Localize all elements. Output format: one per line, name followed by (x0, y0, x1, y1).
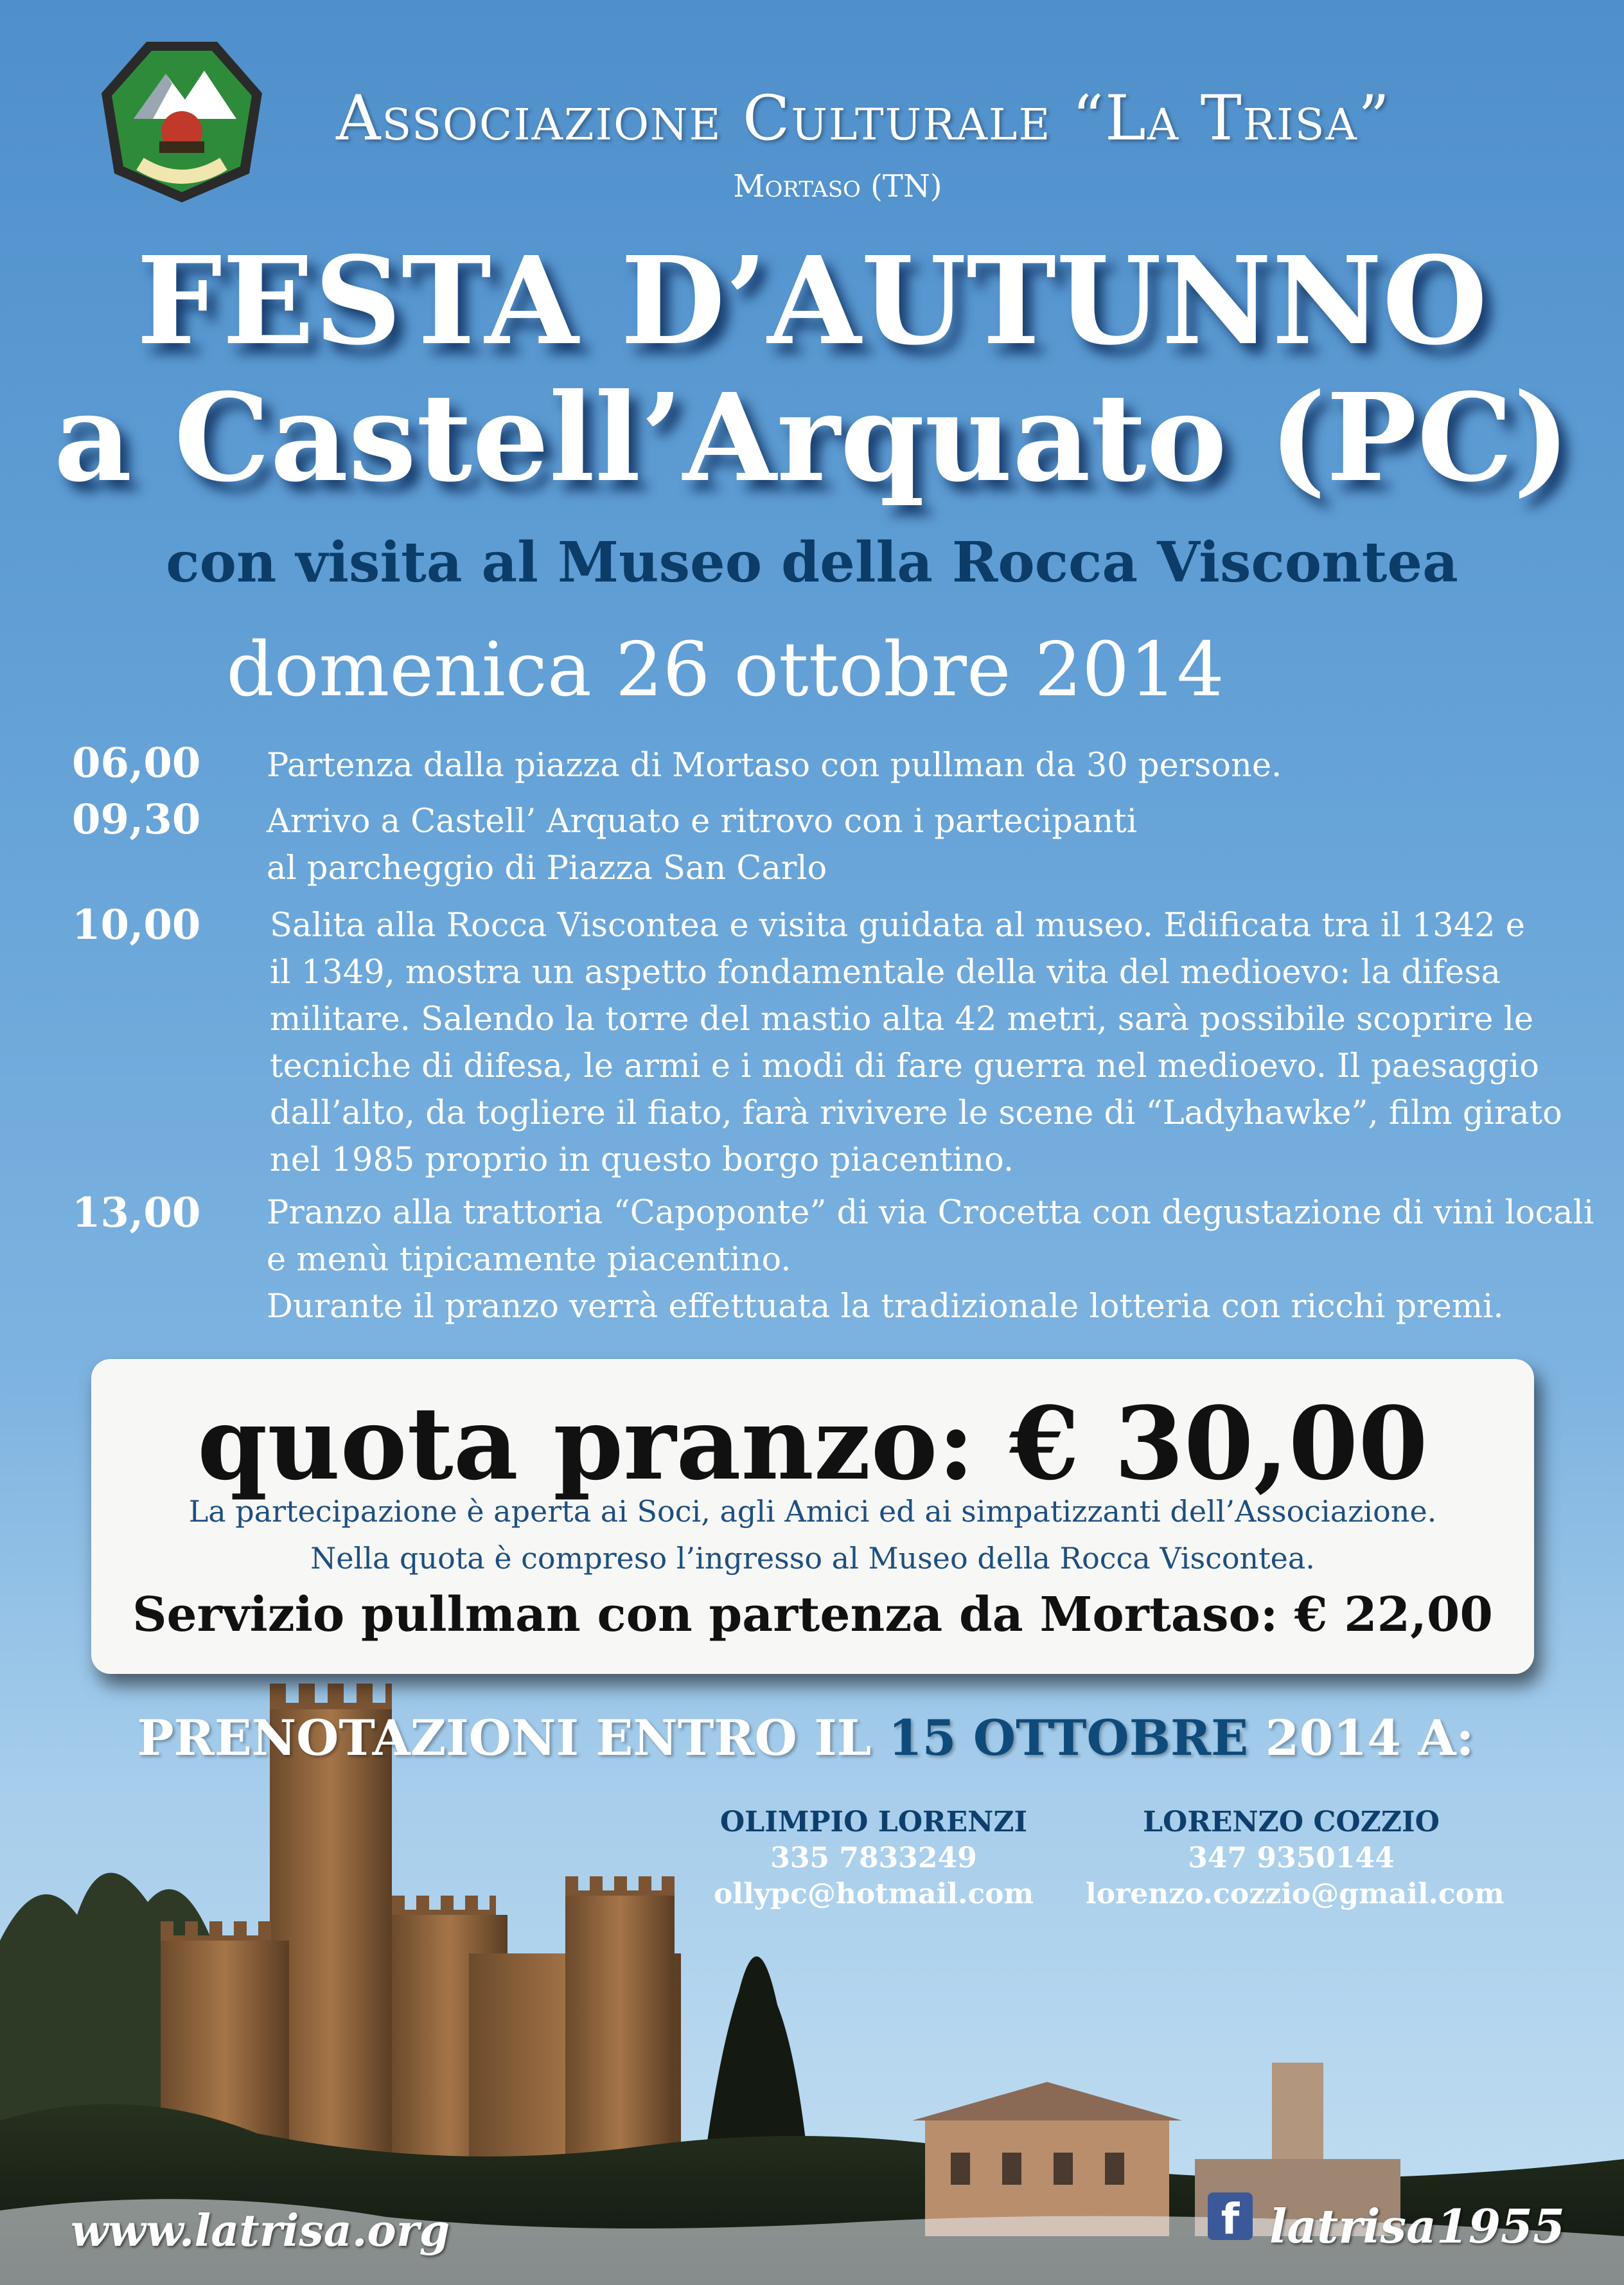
event-title-line1: FESTA D’AUTUNNO (136, 230, 1488, 372)
event-date: domenica 26 ottobre 2014 (226, 627, 1224, 713)
lunch-price: quota pranzo: € 30,00 (197, 1385, 1428, 1502)
schedule-time: 09,30 (72, 796, 201, 844)
schedule-time: 13,00 (72, 1189, 201, 1237)
event-title-line2: a Castell’Arquato (PC) (53, 367, 1571, 509)
event-subtitle: con visita al Museo della Rocca Viscontea (166, 530, 1458, 595)
contact-card (1086, 1804, 1505, 1912)
booking-prefix: PRENOTAZIONI ENTRO IL (137, 1709, 888, 1766)
schedule-line: militare. Salendo la torre del mastio alta 42 metri, sarà possibile scoprire le (270, 1000, 1534, 1038)
contact-email: lorenzo.cozzio@gmail.com (1086, 1878, 1505, 1910)
schedule-text (267, 742, 1282, 789)
booking-date: 15 OTTOBRE (888, 1709, 1249, 1766)
contact-email: ollypc@hotmail.com (713, 1878, 1034, 1910)
contact-phone: 335 7833249 (770, 1842, 977, 1874)
contact-card (694, 1804, 1054, 1912)
museum-entry-note: Nella quota è compreso l’ingresso al Museo della Rocca Viscontea. (310, 1541, 1315, 1576)
schedule-line: il 1349, mostra un aspetto fondamentale della vita del medioevo: la difesa (270, 954, 1501, 991)
booking-suffix: 2014 A: (1248, 1709, 1474, 1766)
schedule-line: Partenza dalla piazza di Mortaso con pullman da 30 persone. (267, 747, 1282, 785)
schedule-line: Durante il pranzo verrà effettuata la tradizionale lotteria con ricchi premi. (267, 1288, 1504, 1326)
facebook-icon: f (1208, 2192, 1253, 2240)
schedule-line: Arrivo a Castell’ Arquato e ritrovo con i partecipanti (267, 803, 1138, 840)
schedule-text (267, 798, 1137, 892)
contact-name: OLIMPIO LORENZI (719, 1806, 1028, 1838)
contact-phone: 347 9350144 (1188, 1842, 1395, 1874)
facebook-page[interactable]: latrisa1955 (1269, 2199, 1566, 2254)
schedule-line: dall’alto, da togliere il fiato, farà rivivere le scene di “Ladyhawke”, film girato (270, 1094, 1562, 1132)
schedule-line: e menù tipicamente piacentino. (267, 1241, 791, 1279)
association-town: Mortaso (TN) (733, 168, 942, 204)
schedule-text (267, 1189, 1594, 1330)
bus-price: Servizio pullman con partenza da Mortaso: € 22,00 (132, 1587, 1493, 1642)
price-box (91, 1359, 1534, 1674)
contact-name: LORENZO COZZIO (1143, 1806, 1440, 1838)
schedule-line: al parcheggio di Piazza San Carlo (267, 849, 827, 887)
schedule-time: 10,00 (72, 901, 201, 949)
website-link[interactable]: www.latrisa.org (71, 2205, 450, 2257)
schedule-line: nel 1985 proprio in questo borgo piacentino. (270, 1141, 1014, 1179)
booking-deadline (0, 1709, 1618, 1766)
schedule-line: tecniche di difesa, le armi e i modi di fare guerra nel medioevo. Il paesaggio (270, 1047, 1539, 1085)
schedule-line: Salita alla Rocca Viscontea e visita guidata al museo. Edificata tra il 1342 e (270, 907, 1525, 945)
schedule-text (270, 902, 1562, 1184)
association-name: Associazione Culturale “La Trisa” (336, 82, 1391, 154)
schedule-line: Pranzo alla trattoria “Capoponte” di via Crocetta con degustazione di vini locali (267, 1194, 1594, 1232)
schedule-time: 06,00 (72, 739, 201, 787)
participation-note: La partecipazione è aperta ai Soci, agli Amici ed ai simpatizzanti dell’Associazione. (188, 1494, 1437, 1529)
